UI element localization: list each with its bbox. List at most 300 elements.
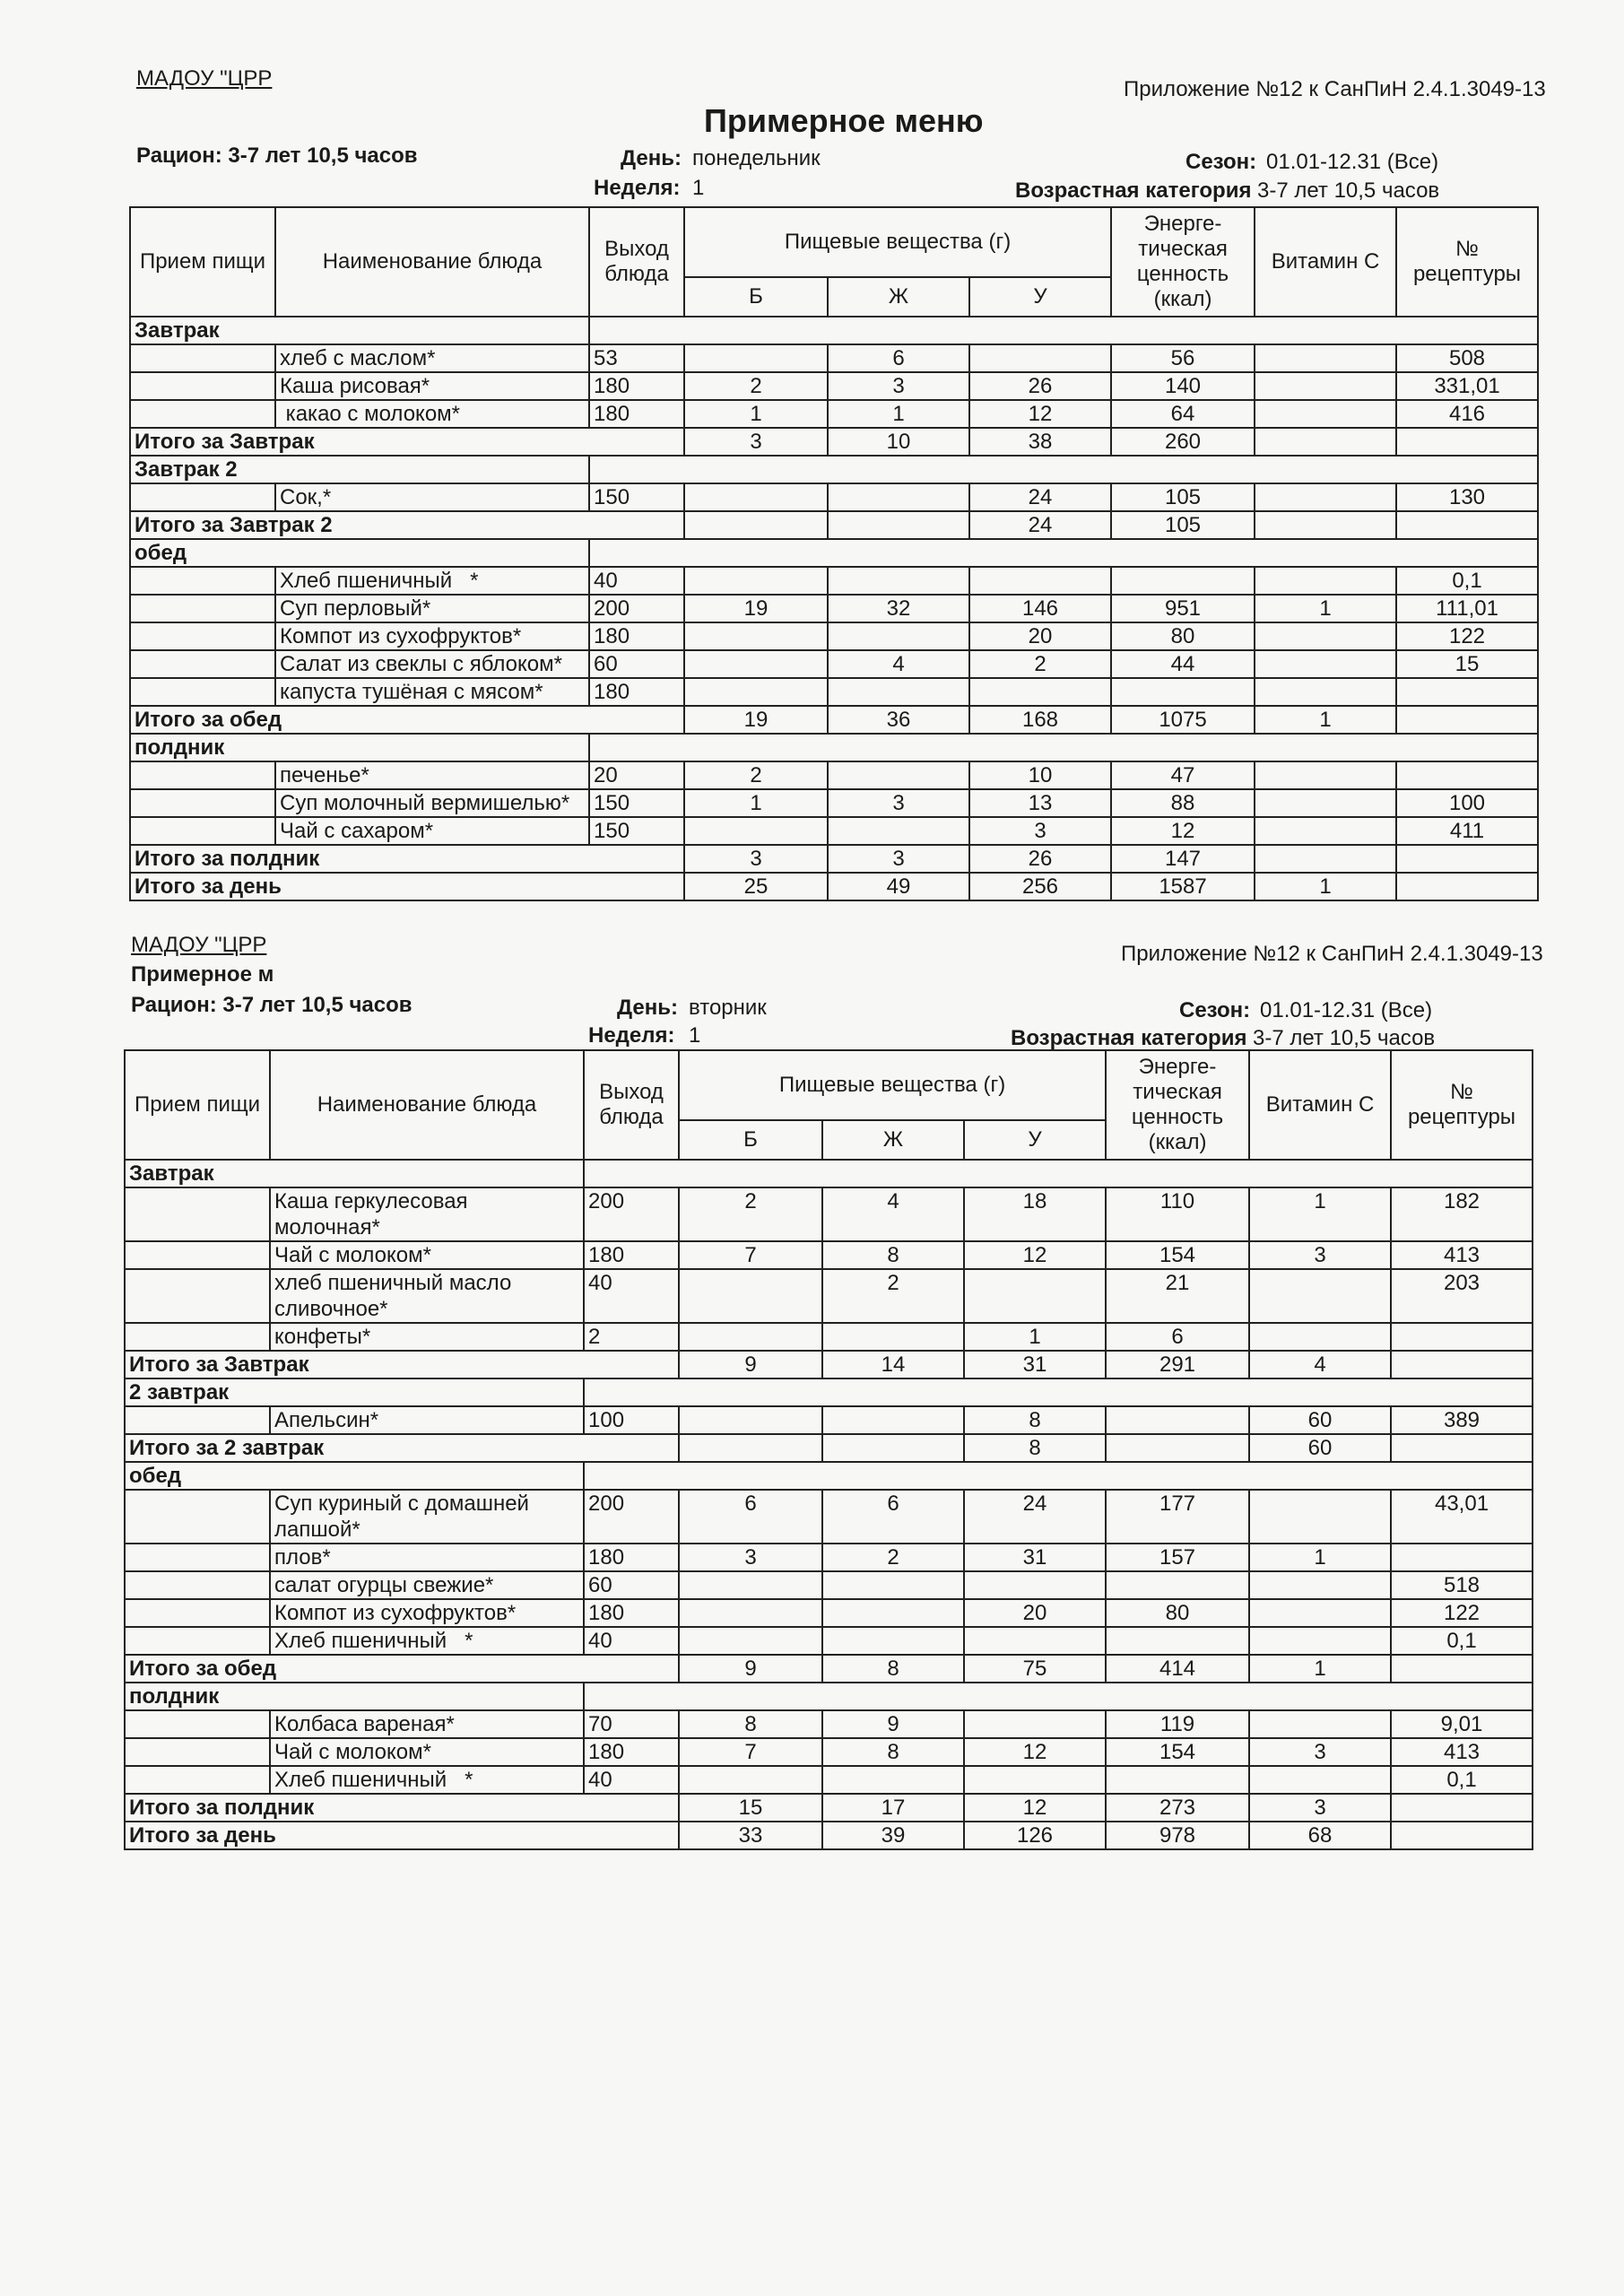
- fat-value: [822, 1627, 964, 1655]
- header-meal: Прием пищи: [130, 207, 275, 317]
- fat-value: [828, 622, 969, 650]
- total-label: Итого за Завтрак: [130, 428, 684, 456]
- fat-total: 39: [822, 1822, 964, 1849]
- protein-value: [679, 1571, 822, 1599]
- dish-yield: 180: [584, 1599, 679, 1627]
- meal-section-row: [130, 317, 1538, 344]
- table-row: [125, 1710, 1533, 1738]
- fat-total: [828, 511, 969, 539]
- day-value: понедельник: [692, 146, 821, 170]
- table-row: [130, 761, 1538, 789]
- dish-yield: 180: [584, 1738, 679, 1766]
- protein-value: 2: [684, 372, 828, 400]
- protein-total: [684, 511, 828, 539]
- meal-cell-empty: [130, 400, 275, 428]
- dish-name: Суп молочный вермишелью*: [275, 789, 589, 817]
- vitamin-c-total: 1: [1255, 706, 1396, 734]
- energy-value: 64: [1111, 400, 1255, 428]
- season-value: 01.01-12.31 (Все): [1260, 998, 1433, 1022]
- energy-value: 157: [1106, 1544, 1249, 1571]
- table-row: [130, 483, 1538, 511]
- dish-yield: 20: [589, 761, 684, 789]
- total-label: Итого за полдник: [130, 845, 684, 873]
- dish-name: Сок,*: [275, 483, 589, 511]
- dish-yield: 180: [584, 1544, 679, 1571]
- dish-name: Салат из свеклы с яблоком*: [275, 650, 589, 678]
- energy-value: 154: [1106, 1241, 1249, 1269]
- protein-value: [679, 1406, 822, 1434]
- meal-row-blank: [589, 317, 1538, 344]
- dish-yield: 40: [589, 567, 684, 595]
- meal-cell-empty: [130, 372, 275, 400]
- protein-value: [684, 817, 828, 845]
- total-label: Итого за обед: [130, 706, 684, 734]
- meal-cell-empty: [125, 1599, 270, 1627]
- ration-label: Рацион: 3-7 лет 10,5 часов: [136, 144, 418, 168]
- recipe-number: 0,1: [1396, 567, 1538, 595]
- vitamin-c-value: [1249, 1710, 1391, 1738]
- meal-cell-empty: [125, 1187, 270, 1241]
- table-row: [130, 400, 1538, 428]
- table-row: [130, 622, 1538, 650]
- energy-total: 1075: [1111, 706, 1255, 734]
- dish-yield: 180: [589, 372, 684, 400]
- fat-value: [822, 1406, 964, 1434]
- dish-yield: 180: [584, 1241, 679, 1269]
- vitamin-c-total: [1255, 511, 1396, 539]
- fat-value: [828, 567, 969, 595]
- meal-row-blank: [589, 456, 1538, 483]
- energy-total: 978: [1106, 1822, 1249, 1849]
- fat-total: 36: [828, 706, 969, 734]
- total-row: [125, 1655, 1533, 1683]
- fat-value: 6: [828, 344, 969, 372]
- protein-total: 9: [679, 1655, 822, 1683]
- table-row: [125, 1187, 1533, 1241]
- carbs-total: 126: [964, 1822, 1106, 1849]
- protein-value: [684, 483, 828, 511]
- carbs-value: [969, 344, 1111, 372]
- menu-table-monday: [129, 206, 1539, 901]
- protein-value: 3: [679, 1544, 822, 1571]
- table-row: [125, 1269, 1533, 1323]
- total-row: [125, 1822, 1533, 1849]
- energy-total: 414: [1106, 1655, 1249, 1683]
- total-label: Итого за день: [130, 873, 684, 900]
- carbs-value: 8: [964, 1406, 1106, 1434]
- meal-cell-empty: [130, 622, 275, 650]
- fat-total: 8: [822, 1655, 964, 1683]
- carbs-total: 12: [964, 1794, 1106, 1822]
- recipe-total: [1391, 1434, 1533, 1462]
- dish-name: конфеты*: [270, 1323, 584, 1351]
- carbs-value: 2: [969, 650, 1111, 678]
- header-meal: Прием пищи: [125, 1050, 270, 1160]
- header-fat: Ж: [822, 1120, 964, 1161]
- table-row: [125, 1406, 1533, 1434]
- meal-cell-empty: [125, 1738, 270, 1766]
- protein-value: 1: [684, 789, 828, 817]
- vitamin-c-value: [1255, 817, 1396, 845]
- meal-cell-empty: [130, 761, 275, 789]
- total-label: Итого за полдник: [125, 1794, 679, 1822]
- vitamin-c-value: 3: [1249, 1241, 1391, 1269]
- dish-name: хлеб пшеничный масло сливочное*: [270, 1269, 584, 1323]
- fat-total: 14: [822, 1351, 964, 1378]
- vitamin-c-value: [1255, 622, 1396, 650]
- energy-value: 119: [1106, 1710, 1249, 1738]
- total-row: [125, 1794, 1533, 1822]
- header-energy: Энерге-тическая ценность (ккал): [1111, 207, 1255, 317]
- recipe-number: 122: [1391, 1599, 1533, 1627]
- protein-total: [679, 1434, 822, 1462]
- menu-table-tuesday: [124, 1049, 1533, 1850]
- protein-total: 3: [684, 428, 828, 456]
- meal-cell-empty: [125, 1627, 270, 1655]
- header-protein: Б: [679, 1120, 822, 1161]
- carbs-value: 20: [964, 1599, 1106, 1627]
- table-row: [130, 372, 1538, 400]
- carbs-value: 3: [969, 817, 1111, 845]
- dish-name: Каша рисовая*: [275, 372, 589, 400]
- meal-name: Завтрак: [130, 317, 589, 344]
- carbs-value: 31: [964, 1544, 1106, 1571]
- table-row: [125, 1738, 1533, 1766]
- meal-cell-empty: [125, 1571, 270, 1599]
- total-label: Итого за обед: [125, 1655, 679, 1683]
- recipe-number: 411: [1396, 817, 1538, 845]
- table-row: [125, 1544, 1533, 1571]
- vitamin-c-value: [1255, 483, 1396, 511]
- dish-name: Чай с сахаром*: [275, 817, 589, 845]
- table-row: [130, 678, 1538, 706]
- age-category-value: 3-7 лет 10,5 часов: [1253, 1026, 1436, 1050]
- recipe-number: 331,01: [1396, 372, 1538, 400]
- fat-total: 49: [828, 873, 969, 900]
- meal-name: Завтрак 2: [130, 456, 589, 483]
- fat-value: 1: [828, 400, 969, 428]
- header-fat: Ж: [828, 277, 969, 317]
- total-label: Итого за Завтрак: [125, 1351, 679, 1378]
- protein-value: 7: [679, 1241, 822, 1269]
- meal-section-row: [125, 1683, 1533, 1710]
- protein-value: [679, 1627, 822, 1655]
- dish-yield: 200: [589, 595, 684, 622]
- meal-row-blank: [589, 734, 1538, 761]
- meal-cell-empty: [125, 1406, 270, 1434]
- carbs-value: [964, 1269, 1106, 1323]
- recipe-total: [1396, 428, 1538, 456]
- energy-value: 951: [1111, 595, 1255, 622]
- energy-total: 291: [1106, 1351, 1249, 1378]
- dish-name: Чай с молоком*: [270, 1738, 584, 1766]
- vitamin-c-value: [1249, 1766, 1391, 1794]
- carbs-value: 12: [969, 400, 1111, 428]
- dish-name: Хлеб пшеничный *: [270, 1627, 584, 1655]
- protein-total: 25: [684, 873, 828, 900]
- dish-name: Суп куриный с домашней лапшой*: [270, 1490, 584, 1544]
- meal-cell-empty: [125, 1710, 270, 1738]
- dish-name: Суп перловый*: [275, 595, 589, 622]
- total-row: [130, 845, 1538, 873]
- ration-label: Рацион: 3-7 лет 10,5 часов: [131, 993, 413, 1017]
- protein-value: [684, 344, 828, 372]
- season-value: 01.01-12.31 (Все): [1266, 150, 1439, 174]
- energy-value: [1106, 1627, 1249, 1655]
- vitamin-c-value: [1255, 761, 1396, 789]
- meal-cell-empty: [125, 1323, 270, 1351]
- recipe-total: [1396, 511, 1538, 539]
- energy-value: [1106, 1766, 1249, 1794]
- dish-yield: 2: [584, 1323, 679, 1351]
- recipe-total: [1391, 1822, 1533, 1849]
- table-row: [125, 1599, 1533, 1627]
- fat-value: 8: [822, 1241, 964, 1269]
- meal-section-row: [125, 1160, 1533, 1187]
- day-label: День:: [621, 146, 682, 170]
- recipe-number: 203: [1391, 1269, 1533, 1323]
- fat-total: 3: [828, 845, 969, 873]
- total-row: [130, 511, 1538, 539]
- energy-total: 273: [1106, 1794, 1249, 1822]
- energy-value: 80: [1111, 622, 1255, 650]
- age-category-label: Возрастная категория: [1011, 1026, 1247, 1050]
- table-row: [125, 1766, 1533, 1794]
- recipe-number: 43,01: [1391, 1490, 1533, 1544]
- day-value: вторник: [689, 996, 767, 1020]
- age-category-value: 3-7 лет 10,5 часов: [1257, 178, 1440, 203]
- header-vitamin-c: Витамин С: [1249, 1050, 1391, 1160]
- appendix-note: Приложение №12 к СанПиН 2.4.1.3049-13: [1124, 77, 1546, 101]
- recipe-total: [1396, 873, 1538, 900]
- meal-cell-empty: [130, 650, 275, 678]
- header-carbs: У: [964, 1120, 1106, 1161]
- meal-cell-empty: [130, 344, 275, 372]
- dish-yield: 180: [589, 622, 684, 650]
- recipe-total: [1396, 706, 1538, 734]
- energy-value: 44: [1111, 650, 1255, 678]
- table-row: [125, 1323, 1533, 1351]
- recipe-total: [1391, 1794, 1533, 1822]
- carbs-total: 31: [964, 1351, 1106, 1378]
- meal-section-row: [130, 734, 1538, 761]
- protein-value: [684, 622, 828, 650]
- vitamin-c-total: 68: [1249, 1822, 1391, 1849]
- carbs-value: 20: [969, 622, 1111, 650]
- protein-total: 15: [679, 1794, 822, 1822]
- total-row: [130, 428, 1538, 456]
- protein-value: 7: [679, 1738, 822, 1766]
- header-dish: Наименование блюда: [275, 207, 589, 317]
- carbs-value: [964, 1627, 1106, 1655]
- energy-value: 12: [1111, 817, 1255, 845]
- vitamin-c-total: 60: [1249, 1434, 1391, 1462]
- meal-section-row: [125, 1462, 1533, 1490]
- table-row: [125, 1241, 1533, 1269]
- table-row: [125, 1490, 1533, 1544]
- dish-name: печенье*: [275, 761, 589, 789]
- table-row: [125, 1627, 1533, 1655]
- energy-value: 154: [1106, 1738, 1249, 1766]
- meal-cell-empty: [125, 1241, 270, 1269]
- energy-value: [1106, 1571, 1249, 1599]
- vitamin-c-value: [1249, 1571, 1391, 1599]
- dish-yield: 53: [589, 344, 684, 372]
- meal-row-blank: [584, 1462, 1533, 1490]
- carbs-value: [969, 567, 1111, 595]
- vitamin-c-value: [1255, 372, 1396, 400]
- carbs-total: 24: [969, 511, 1111, 539]
- carbs-value: 12: [964, 1241, 1106, 1269]
- menu-title: Примерное меню: [704, 102, 984, 139]
- meal-cell-empty: [130, 567, 275, 595]
- meal-name: Завтрак: [125, 1160, 584, 1187]
- carbs-value: 1: [964, 1323, 1106, 1351]
- dish-name: салат огурцы свежие*: [270, 1571, 584, 1599]
- appendix-note: Приложение №12 к СанПиН 2.4.1.3049-13: [1121, 942, 1543, 966]
- table-row: [125, 1571, 1533, 1599]
- protein-value: 19: [684, 595, 828, 622]
- protein-value: 2: [679, 1187, 822, 1241]
- carbs-total: 168: [969, 706, 1111, 734]
- vitamin-c-value: [1249, 1599, 1391, 1627]
- dish-yield: 100: [584, 1406, 679, 1434]
- dish-name: Компот из сухофруктов*: [275, 622, 589, 650]
- total-label: Итого за Завтрак 2: [130, 511, 684, 539]
- energy-total: 105: [1111, 511, 1255, 539]
- meal-name: обед: [130, 539, 589, 567]
- table-row: [130, 344, 1538, 372]
- vitamin-c-total: 1: [1255, 873, 1396, 900]
- carbs-value: 146: [969, 595, 1111, 622]
- fat-value: [822, 1766, 964, 1794]
- dish-yield: 40: [584, 1766, 679, 1794]
- organization-name: МАДОУ "ЦРР: [131, 933, 267, 957]
- meal-row-blank: [584, 1378, 1533, 1406]
- meal-cell-empty: [125, 1544, 270, 1571]
- carbs-value: 24: [964, 1490, 1106, 1544]
- table-row: [130, 650, 1538, 678]
- energy-value: 56: [1111, 344, 1255, 372]
- energy-value: [1106, 1406, 1249, 1434]
- fat-value: 9: [822, 1710, 964, 1738]
- vitamin-c-total: 3: [1249, 1794, 1391, 1822]
- fat-value: 4: [822, 1187, 964, 1241]
- dish-yield: 150: [589, 817, 684, 845]
- header-energy: Энерге-тическая ценность (ккал): [1106, 1050, 1249, 1160]
- dish-name: Колбаса вареная*: [270, 1710, 584, 1738]
- recipe-number: 15: [1396, 650, 1538, 678]
- vitamin-c-value: [1255, 400, 1396, 428]
- fat-value: [828, 678, 969, 706]
- energy-total: [1106, 1434, 1249, 1462]
- protein-value: [684, 567, 828, 595]
- dish-name: плов*: [270, 1544, 584, 1571]
- protein-value: [679, 1599, 822, 1627]
- fat-value: [822, 1571, 964, 1599]
- protein-value: 2: [684, 761, 828, 789]
- carbs-value: 26: [969, 372, 1111, 400]
- meal-section-row: [125, 1378, 1533, 1406]
- dish-yield: 70: [584, 1710, 679, 1738]
- energy-value: [1111, 567, 1255, 595]
- header-nutrients: Пищевые вещества (г): [684, 207, 1111, 277]
- vitamin-c-value: [1255, 789, 1396, 817]
- meal-cell-empty: [130, 817, 275, 845]
- vitamin-c-total: [1255, 428, 1396, 456]
- fat-total: [822, 1434, 964, 1462]
- vitamin-c-value: 1: [1249, 1187, 1391, 1241]
- energy-value: 110: [1106, 1187, 1249, 1241]
- meal-name: обед: [125, 1462, 584, 1490]
- vitamin-c-value: [1255, 678, 1396, 706]
- week-value: 1: [689, 1023, 701, 1048]
- energy-value: 177: [1106, 1490, 1249, 1544]
- recipe-number: 413: [1391, 1241, 1533, 1269]
- dish-yield: 200: [584, 1490, 679, 1544]
- protein-value: [679, 1323, 822, 1351]
- meal-name: 2 завтрак: [125, 1378, 584, 1406]
- fat-value: [828, 817, 969, 845]
- season-label: Сезон:: [1185, 150, 1257, 174]
- protein-total: 3: [684, 845, 828, 873]
- carbs-value: [964, 1571, 1106, 1599]
- recipe-total: [1396, 845, 1538, 873]
- dish-name: Хлеб пшеничный *: [275, 567, 589, 595]
- fat-value: [822, 1599, 964, 1627]
- vitamin-c-value: [1255, 344, 1396, 372]
- vitamin-c-value: [1255, 567, 1396, 595]
- meal-row-blank: [584, 1160, 1533, 1187]
- total-row: [130, 873, 1538, 900]
- meal-cell-empty: [125, 1766, 270, 1794]
- vitamin-c-value: 3: [1249, 1738, 1391, 1766]
- meal-cell-empty: [125, 1269, 270, 1323]
- carbs-value: 13: [969, 789, 1111, 817]
- recipe-number: 130: [1396, 483, 1538, 511]
- total-label: Итого за 2 завтрак: [125, 1434, 679, 1462]
- recipe-number: [1396, 678, 1538, 706]
- protein-value: [679, 1766, 822, 1794]
- dish-name: хлеб с маслом*: [275, 344, 589, 372]
- carbs-total: 8: [964, 1434, 1106, 1462]
- fat-value: 2: [822, 1269, 964, 1323]
- dish-yield: 180: [589, 400, 684, 428]
- header-nutrients: Пищевые вещества (г): [679, 1050, 1106, 1120]
- day-label: День:: [617, 996, 678, 1020]
- dish-name: капуста тушёная с мясом*: [275, 678, 589, 706]
- meal-section-row: [130, 456, 1538, 483]
- vitamin-c-value: [1249, 1269, 1391, 1323]
- dish-name: Компот из сухофруктов*: [270, 1599, 584, 1627]
- protein-value: 8: [679, 1710, 822, 1738]
- protein-value: [684, 678, 828, 706]
- dish-yield: 60: [584, 1571, 679, 1599]
- carbs-value: [964, 1710, 1106, 1738]
- protein-value: [679, 1269, 822, 1323]
- vitamin-c-value: 60: [1249, 1406, 1391, 1434]
- recipe-number: 100: [1396, 789, 1538, 817]
- carbs-total: 75: [964, 1655, 1106, 1683]
- fat-value: 4: [828, 650, 969, 678]
- carbs-value: 24: [969, 483, 1111, 511]
- energy-value: 140: [1111, 372, 1255, 400]
- carbs-value: 10: [969, 761, 1111, 789]
- energy-value: 88: [1111, 789, 1255, 817]
- dish-yield: 200: [584, 1187, 679, 1241]
- meal-cell-empty: [130, 789, 275, 817]
- recipe-number: 508: [1396, 344, 1538, 372]
